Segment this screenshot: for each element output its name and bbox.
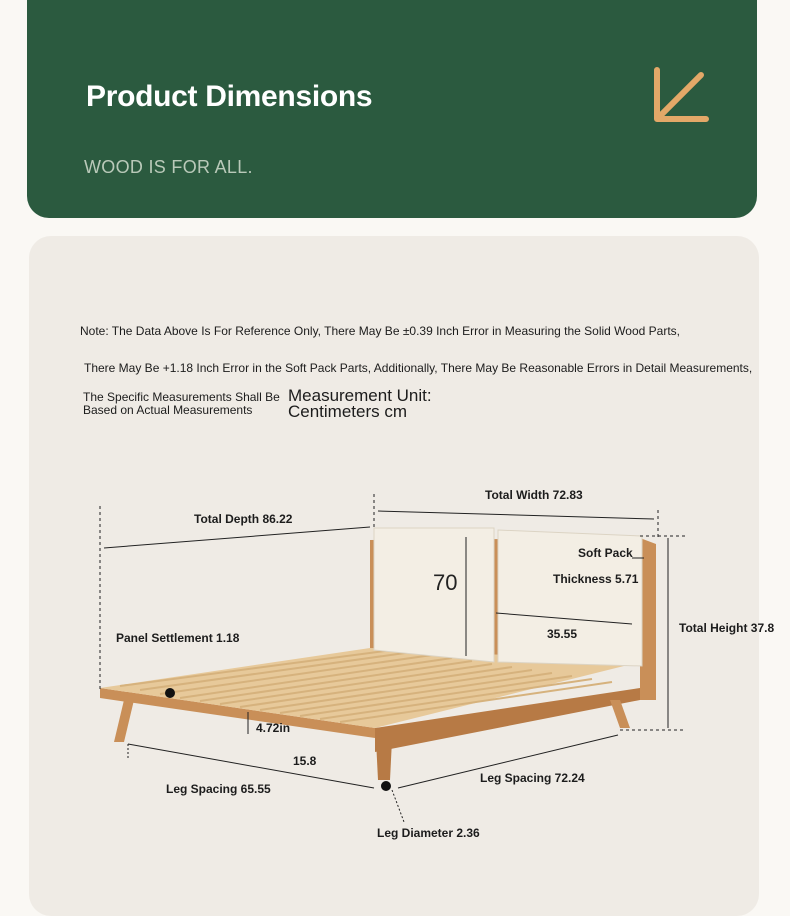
unit-label: Measurement Unit:	[288, 386, 432, 405]
soft-pack-label: Soft Pack	[578, 546, 633, 560]
leg-right	[610, 700, 630, 728]
leg-spacing-b-label: Leg Spacing 72.24	[480, 771, 585, 785]
panel-settlement-label: Panel Settlement 1.18	[116, 631, 240, 645]
thickness-label: Thickness 5.71	[553, 572, 639, 586]
page-title: Product Dimensions	[86, 80, 373, 113]
tagline: WOOD IS FOR ALL.	[84, 157, 253, 177]
total-depth-label: Total Depth 86.22	[194, 512, 293, 526]
headboard-height-value: 70	[433, 570, 458, 595]
note-line-1: Note: The Data Above Is For Reference Only, There May Be ±0.39 Inch Error in Measuring the Solid Wood Parts,	[80, 324, 680, 338]
soft-pack-left	[374, 528, 494, 662]
leg-diameter-label: Leg Diameter 2.36	[377, 826, 480, 840]
total-width-label: Total Width 72.83	[485, 488, 583, 502]
headboard-width-label: 35.55	[547, 627, 578, 641]
unit-value: Centimeters cm	[288, 402, 408, 421]
leg-diameter-dot	[381, 781, 391, 791]
note-line-3a: The Specific Measurements Shall Be	[83, 390, 280, 404]
clearance-label: 4.72in	[256, 721, 291, 735]
note-line-3b: Based on Actual Measurements	[83, 403, 253, 417]
leg-inset-label: 15.8	[293, 754, 317, 768]
note-line-2: There May Be +1.18 Inch Error in the Soft Pack Parts, Additionally, There May Be Reasonable Errors in Detail Measurements,	[84, 361, 753, 375]
leg-spacing-a-label: Leg Spacing 65.55	[166, 782, 271, 796]
panel-settlement-dot	[165, 688, 175, 698]
total-height-label: Total Height 37.8	[679, 621, 775, 635]
leg-front	[376, 740, 392, 780]
leg-left	[114, 700, 134, 742]
